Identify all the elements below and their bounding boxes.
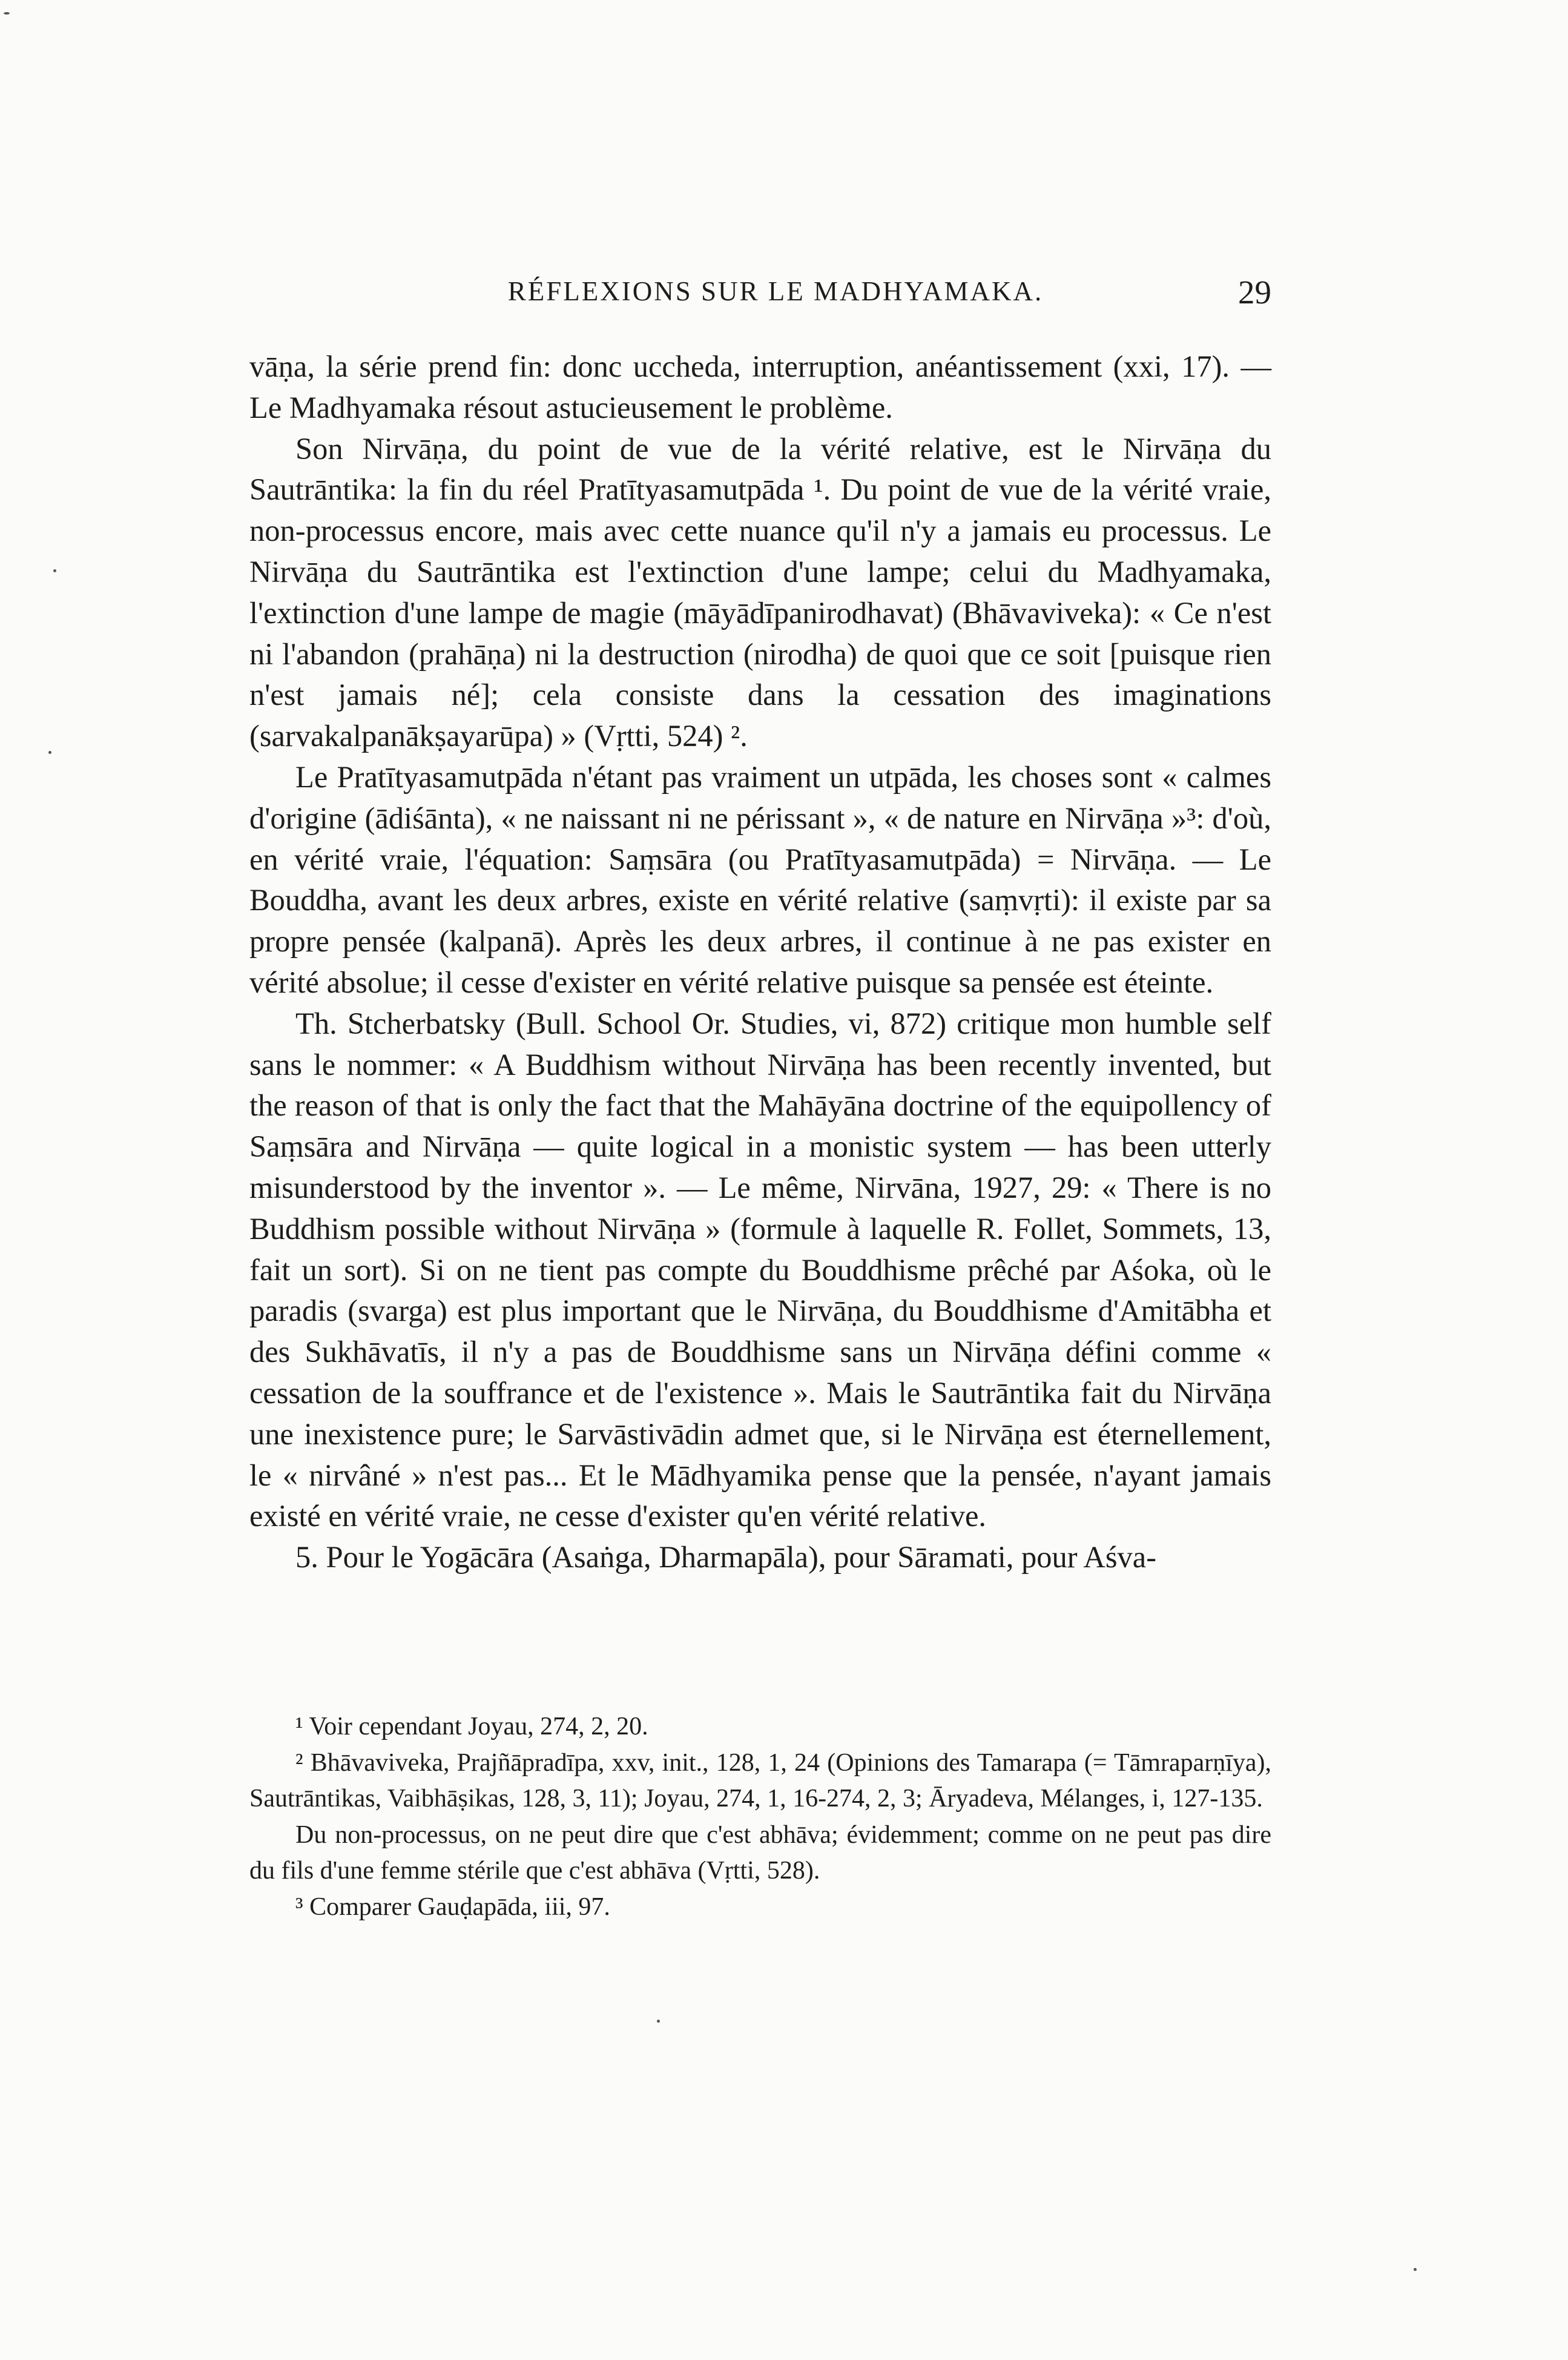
main-text <box>249 346 1271 1578</box>
scan-speck <box>48 751 51 754</box>
page-number: 29 <box>1238 274 1271 311</box>
paragraph-pratityasamutpada: Le Pratītyasamutpāda n'étant pas vraiment un utpāda, les choses sont « calmes d'origine (ādiśānta), « ne naissant ni ne périssant », « de nature en Nirvāṇa »³: d'où, en vérité vraie, l'équation: Saṃsāra (ou Pratītyasamutpāda) = Nirvāṇa. — Le Bouddha, avant les deux arbres, existe en vérité relative (saṃvṛti): il existe par sa propre pensée (kalpanā). Après les deux arbres, il continue à ne pas exister en vérité absolue; il cesse d'exister en vérité relative puisque sa pensée est éteinte. <box>249 759 1271 999</box>
paragraph-continuation: vāṇa, la série prend fin: donc uccheda, interruption, anéantissement (xxi, 17). — Le Madhyamaka résout astucieusement le problème. <box>249 349 1271 425</box>
footnotes <box>249 1709 1271 1925</box>
scan-speck <box>657 2020 660 2023</box>
paragraph-nirvana-sautrantika: Son Nirvāṇa, du point de vue de la vérité relative, est le Nirvāṇa du Sautrāntika: la fin du réel Pratītyasamutpāda ¹. Du point de vue de la vérité vraie, non-processus encore, mais avec cette nuance qu'il n'y a jamais eu processus. Le Nirvāṇa du Sautrāntika est l'extinction d'une lampe; celui du Madhyamaka, l'extinction d'une lampe de magie (māyādīpanirodhavat) (Bhāvaviveka): « Ce n'est ni l'abandon (prahāṇa) ni la destruction (nirodha) de quoi que ce soit [puisque rien n'est jamais né]; cela consiste dans la cessation des imaginations (sarvakalpanākṣayarūpa) » (Vṛtti, 524) ². <box>249 431 1271 753</box>
footnote-2: ² Bhāvaviveka, Prajñāpradīpa, xxv, init., 128, 1, 24 (Opinions des Tamarapa (= Tāmraparṇīya), Sautrāntikas, Vaibhāṣikas, 128, 3, 11); Joyau, 274, 1, 16-274, 2, 3; Āryadeva, Mélanges, i, 127-135. <box>249 1748 1271 1813</box>
paragraph-yogacara: 5. Pour le Yogācāra (Asaṅga, Dharmapāla), pour Sāramati, pour Aśva- <box>295 1540 1157 1575</box>
running-title: RÉFLEXIONS SUR LE MADHYAMAKA. <box>507 276 1044 306</box>
scan-speck <box>1414 2268 1417 2271</box>
scan-speck <box>4 12 10 15</box>
footnote-2-continuation: Du non-processus, on ne peut dire que c'est abhāva; évidemment; comme on ne peut pas dire du fils d'une femme stérile que c'est abhāva (Vṛtti, 528). <box>249 1820 1271 1885</box>
scan-speck <box>53 569 56 572</box>
paragraph-stcherbatsky: Th. Stcherbatsky (Bull. School Or. Studies, vi, 872) critique mon humble self sans le nommer: « A Buddhism without Nirvāṇa has been recently invented, but the reason of that is only the fact that the Mahāyāna doctrine of the equipollency of Saṃsāra and Nirvāṇa — quite logical in a monistic system — has been utterly misunderstood by the inventor ». — Le même, Nirvāna, 1927, 29: « There is no Buddhism possible without Nirvāṇa » (formule à laquelle R. Follet, Sommets, 13, fait un sort). Si on ne tient pas compte du Bouddhisme prêché par Aśoka, où le paradis (svarga) est plus important que le Nirvāṇa, du Bouddhisme d'Amitābha et des Sukhāvatīs, il n'y a pas de Bouddhisme sans un Nirvāṇa défini comme « cessation de la souffrance et de l'existence ». Mais le Sautrāntika fait du Nirvāṇa une inexistence pure; le Sarvāstivādin admet que, si le Nirvāṇa est éternellement, le « nirvâné » n'est pas... Et le Mādhyamika pense que la pensée, n'ayant jamais existé en vérité vraie, ne cesse d'exister qu'en vérité relative. <box>249 1006 1271 1533</box>
footnote-3: ³ Comparer Gauḍapāda, iii, 97. <box>295 1892 610 1921</box>
footnote-1: ¹ Voir cependant Joyau, 274, 2, 20. <box>295 1713 648 1740</box>
page-header <box>249 276 1271 324</box>
